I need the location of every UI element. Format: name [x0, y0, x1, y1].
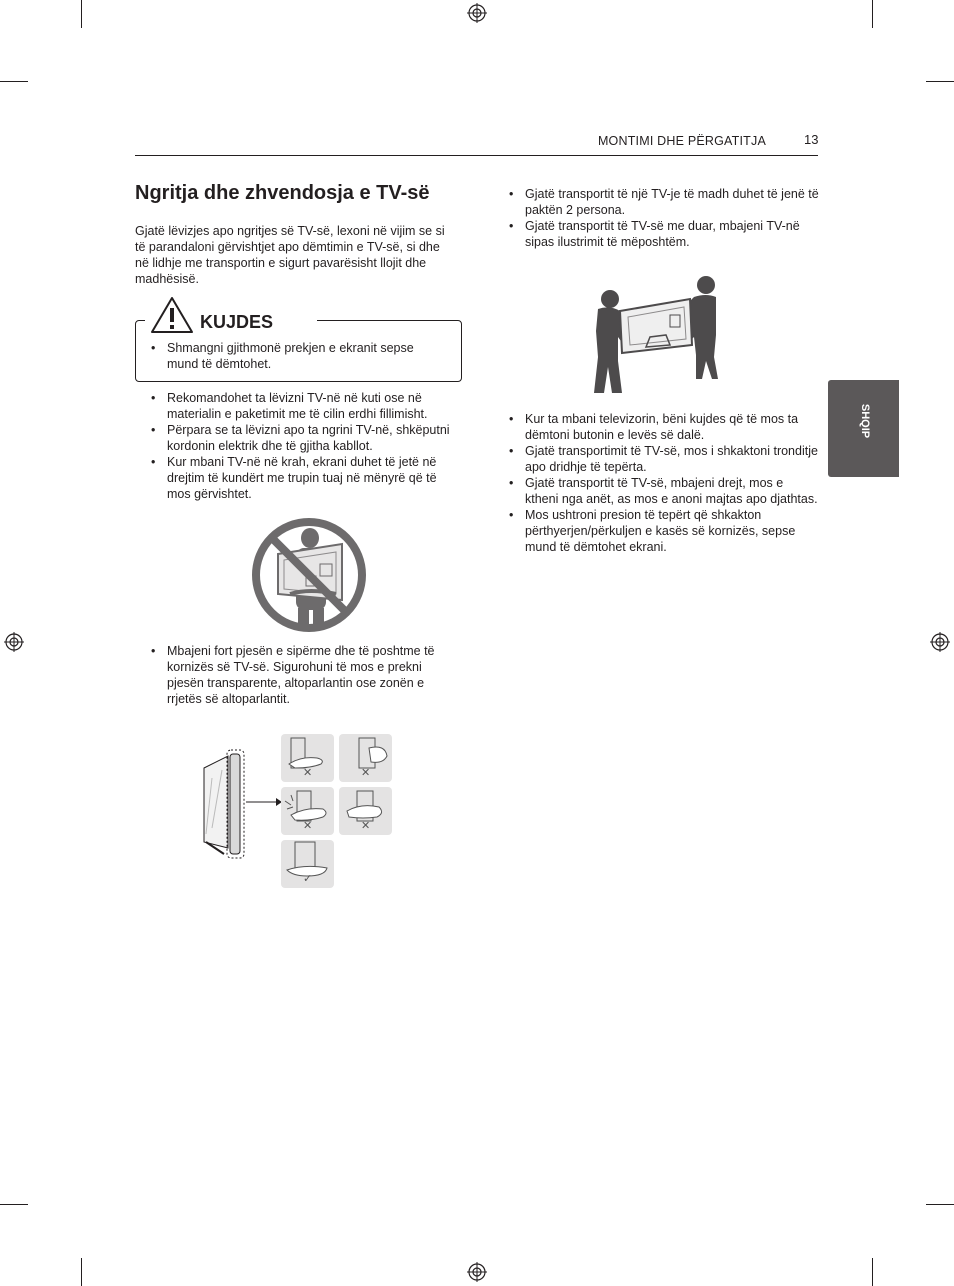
section-title: MONTIMI DHE PËRGATITJA	[597, 134, 766, 148]
warning-icon	[150, 296, 194, 334]
page-number: 13	[804, 132, 819, 147]
list-item: • Kur mbani TV-në në krah, ekrani duhet të jetë në drejtim të kundërt me trupin tuaj në mënyrë që të mos gërvishtet.	[151, 454, 456, 502]
list-item: • Shmangni gjithmonë prekjen e ekranit sepse mund të dëmtohet.	[151, 340, 441, 372]
cross-mark: ✕	[361, 767, 371, 779]
crop-mark	[872, 1258, 873, 1286]
bullet-list	[509, 186, 819, 250]
crop-mark	[926, 81, 954, 82]
two-person-carry-illustration	[590, 275, 725, 395]
list-item: • Rekomandohet ta lëvizni TV-në në kuti ose në materialin e paketimit me të cilin erdhi fillimisht.	[151, 390, 456, 422]
language-tab-label: SHQIP	[859, 403, 871, 439]
registration-mark-icon	[930, 632, 950, 652]
bullet-list	[151, 643, 456, 707]
check-mark: ✓	[303, 873, 313, 885]
caution-title: KUJDES	[200, 312, 274, 332]
caution-list	[151, 340, 441, 372]
list-item: • Përpara se ta lëvizni apo ta ngrini TV-në, shkëputni kordonin elektrik dhe të gjitha kabllot.	[151, 422, 456, 454]
cross-mark: ✕	[303, 767, 313, 779]
crop-mark	[872, 0, 873, 28]
intro-paragraph: Gjatë lëvizjes apo ngritjes së TV-së, lexoni në vijim se si të parandaloni gërvishtjet apo dëmtimin e TV-së, si dhe në lidhje me transportin e sigurt pavarësisht llojit dhe madhësisë.	[135, 224, 445, 286]
registration-mark-icon	[4, 632, 24, 652]
list-item: • Gjatë transportit të një TV-je të madh duhet të jenë të paktën 2 persona.	[509, 186, 819, 218]
list-item: • Gjatë transportimit të TV-së, mos i shkaktoni tronditje apo dridhje të tepërta.	[509, 443, 819, 475]
list-item: • Gjatë transportit të TV-së me duar, mbajeni TV-në sipas ilustrimit të mëposhtëm.	[509, 218, 819, 250]
crop-mark	[0, 81, 28, 82]
arrow-icon	[246, 797, 282, 807]
bullet-list	[509, 411, 819, 555]
page-title: Ngritja dhe zhvendosja e TV-së	[135, 182, 430, 204]
crop-mark	[0, 1204, 28, 1205]
cross-mark: ✕	[303, 820, 313, 832]
list-item: • Kur ta mbani televizorin, bëni kujdes që të mos ta dëmtoni butonin e levës së dalë.	[509, 411, 819, 443]
header-divider	[135, 155, 818, 156]
list-item: • Mos ushtroni presion të tepërt që shkakton përthyerjen/përkuljen e kasës së kornizës, sepse mund të dëmtohet ekrani.	[509, 507, 819, 555]
bullet-list	[151, 390, 456, 502]
crop-mark	[81, 0, 82, 28]
crop-mark	[81, 1258, 82, 1286]
registration-mark-icon	[467, 3, 487, 23]
list-item: • Gjatë transportit të TV-së, mbajeni drejt, mos e ktheni nga anët, as mos e anoni majtas apo djathtas.	[509, 475, 819, 507]
cross-mark: ✕	[361, 820, 371, 832]
prohibited-carry-illustration	[250, 516, 368, 634]
registration-mark-icon	[467, 1262, 487, 1282]
crop-mark	[926, 1204, 954, 1205]
list-item: • Mbajeni fort pjesën e sipërme dhe të poshtme të kornizës së TV-së. Sigurohuni të mos e prekni pjesën transparente, altoparlantin ose zonën e rrjetës së altoparlantit.	[151, 643, 456, 707]
